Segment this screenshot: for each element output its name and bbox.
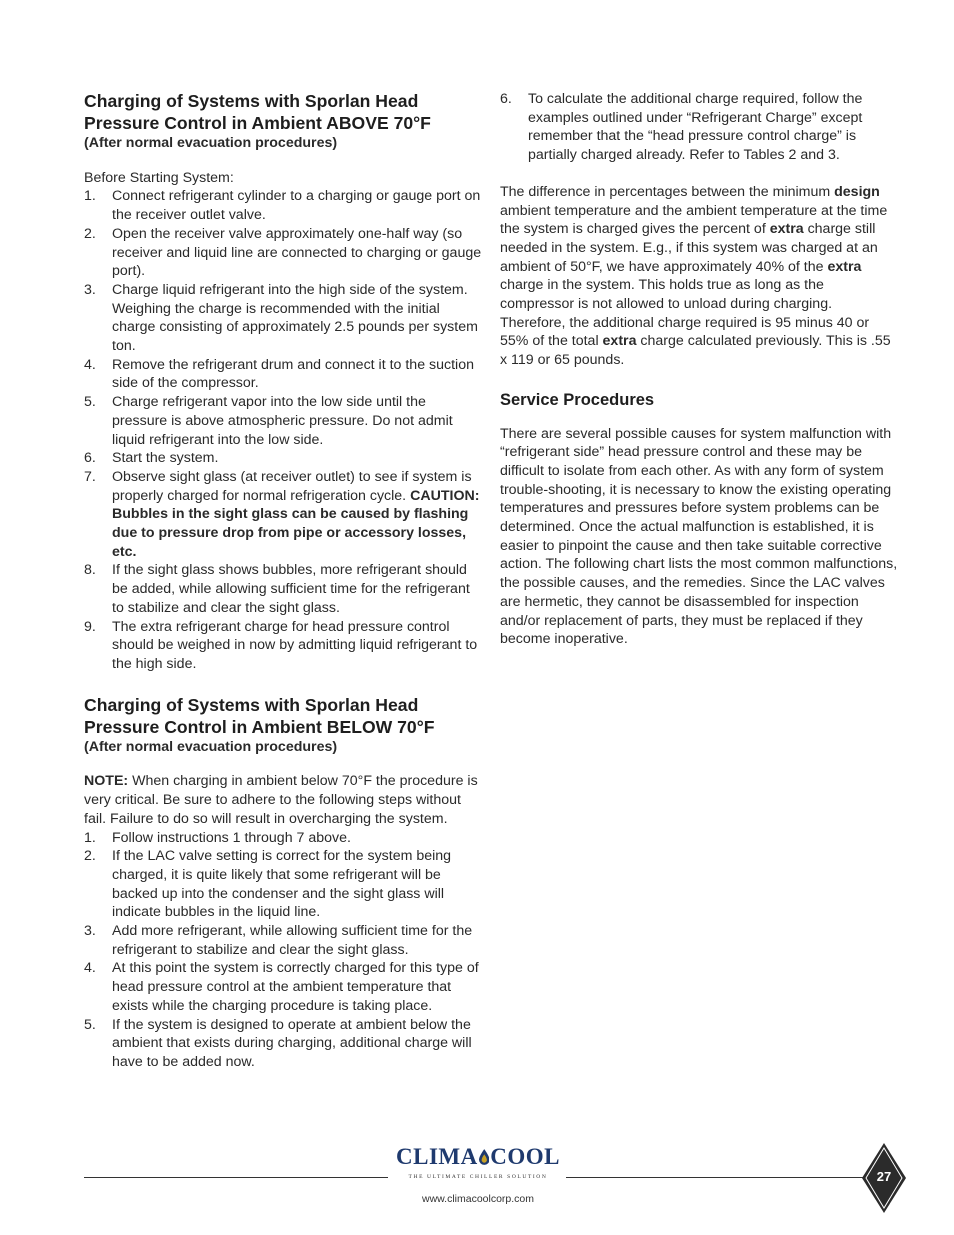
climacool-logo (396, 1144, 560, 1186)
steps-list-continued (500, 90, 900, 165)
list-item: 3. Charge liquid refrigerant into the high side of the system. Weighing the charge is recommended with the initial charge consisting of approximately 2.5 pounds per system ton. (84, 281, 478, 355)
intro-text: Before Starting System: (84, 169, 234, 186)
section-title-below-70: Charging of Systems with Sporlan Head Pressure Control in Ambient BELOW 70°F (84, 694, 435, 737)
service-procedures-heading: Service Procedures (500, 390, 655, 409)
website-url: www.climacoolcorp.com (421, 1193, 535, 1205)
list-item: 5. Charge refrigerant vapor into the low side until the pressure is above atmospheric pressure. Do not admit liquid refrigerant into the low side. (84, 394, 453, 448)
extra-charge-paragraph: The difference in percentages between the minimum design ambient temperature and the ambient temperature at the time the system is charged gives the percent of extra charge still needed in the system. E.g., if this system was charged at an ambient of 50°F, we have approximately 40% of the extra charge in the system. This holds true as long as the compressor is not allowed to unload during charging. Therefore, the additional charge required is 95 minus 40 or 55% of the total extra charge calculated previously. This is .55 x 119 or 65 pounds. (500, 183, 891, 369)
note-text: NOTE: When charging in ambient below 70°F the procedure is very critical. Be sure to adhere to the following steps without fail. Failure to do so will result in overcharging the system. (84, 773, 478, 827)
list-item: 2. If the LAC valve setting is correct for the system being charged, it is quite likely that some refrigerant will be backed up into the condenser and the sight glass will indicate bubbles in the liquid line. (84, 848, 452, 921)
section-title-above-70: Charging of Systems with Sporlan Head Pressure Control in Ambient ABOVE 70°F (84, 91, 431, 133)
water-drop-icon (479, 1148, 490, 1166)
logo-left-text: CLIMA (396, 1144, 478, 1169)
logo-tagline: THE ULTIMATE CHILLER SOLUTION (408, 1173, 548, 1180)
list-item: 9. The extra refrigerant charge for head pressure control should be weighed in now by admitting liquid refrigerant to the high side. (84, 618, 478, 672)
left-column (84, 90, 482, 1072)
list-item: 4. Remove the refrigerant drum and connect it to the suction side of the compressor. (84, 356, 474, 392)
list-item: 6. Start the system. (84, 450, 219, 467)
list-item: 4. At this point the system is correctly charged for this type of head pressure control at the ambient temperature that exists while the charging procedure is taking place. (84, 960, 479, 1014)
section-subtitle: (After normal evacuation procedures) (84, 135, 338, 151)
footer-rule-left (84, 1177, 388, 1178)
list-item: 3. Add more refrigerant, while allowing sufficient time for the refrigerant to stabilize and clear the sight glass. (84, 923, 473, 958)
list-item: 1. Connect refrigerant cylinder to a charging or gauge port on the receiver outlet valve. (84, 188, 481, 224)
list-item: 6. To calculate the additional charge required, follow the examples outlined under “Refrigerant Charge” except remember that the “head pressure control charge” is partially charged already. Refer to Tables 2 and 3. (500, 91, 863, 164)
footer-rule-right (566, 1177, 866, 1178)
caution-text: CAUTION: Bubbles in the sight glass can be caused by flashing due to pressure drop from pipe or accessory losses, etc. (112, 487, 480, 560)
service-procedures-text: There are several possible causes for system malfunction with “refrigerant side” head pressure control and these may be difficult to isolate from each other. As with any form of system trouble-shooting, it is necessary to know the existing operating temperatures and pressures before system problems can be determined. Once the actual malfunction is established, it is easier to pinpoint the cause and then take suitable corrective action. The following chart lists the most common malfunctions, the possible causes, and the remedies. Since the LAC valves are hermetic, they cannot be disassembled for inspection and/or replacement of parts, they must be replaced if they become inoperative. (500, 425, 898, 648)
steps-list-above (84, 187, 482, 673)
list-item: 8. If the sight glass shows bubbles, more refrigerant should be added, while allowing sufficient time for the refrigerant to stabilize and clear the sight glass. (84, 562, 470, 616)
right-column (500, 90, 900, 649)
list-item: 1. Follow instructions 1 through 7 above. (84, 829, 351, 846)
list-item: 7. Observe sight glass (at receiver outlet) to see if system is properly charged for normal refrigeration cycle. CAUTION: Bubbles in the sight glass can be caused by flashing due to pressure drop from pipe or accessory losses, etc. (84, 468, 480, 560)
list-item: 2. Open the receiver valve approximately one-half way (so receiver and liquid line are connected to charging or gauge port). (84, 225, 482, 280)
section-subtitle: (After normal evacuation procedures) (84, 738, 338, 755)
page-number: 27 (876, 1169, 892, 1184)
list-item: 5. If the system is designed to operate at ambient below the ambient that exists during charging, additional charge will have to be added now. (84, 1016, 472, 1070)
steps-list-below (84, 829, 482, 1072)
logo-right-text: COOL (490, 1144, 560, 1169)
